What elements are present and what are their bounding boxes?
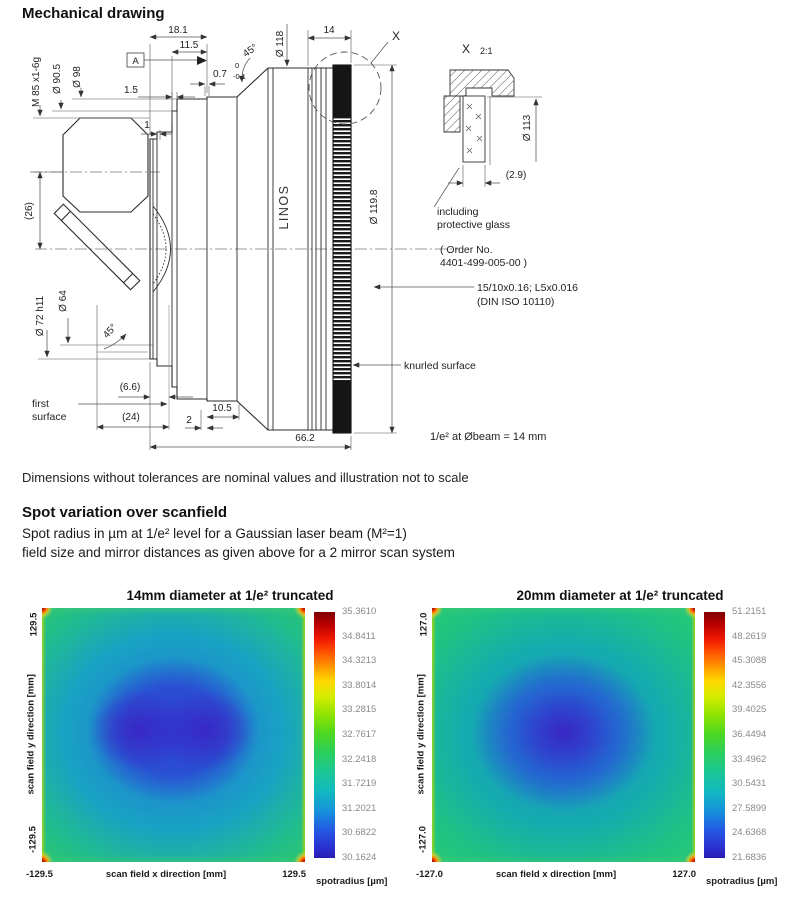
x-tick-max: 129.5 [282,869,306,880]
surface-spec-line2: (DIN ISO 10110) [477,296,555,308]
dim-18-1: 18.1 [168,25,188,36]
x-tick-min: -127.0 [416,869,443,880]
cbar-tick: 24.6368 [732,827,767,839]
cbar-tick: 34.8411 [342,630,376,642]
heatmap-20mm [432,608,695,862]
detail-view [434,42,542,269]
figure-14mm-yaxis [20,608,42,862]
heatmap-20mm-corners [432,608,695,862]
dim-2-9: (2.9) [505,170,527,181]
cbar-tick: 42.3556 [732,679,767,691]
glass-note-line1: including [437,206,479,218]
dim-72: Ø 72 h11 [35,295,46,337]
brand-label: LINOS [277,184,291,230]
first-lens-surface [153,206,171,430]
y-axis-label: scan field y direction [mm] [25,674,37,795]
figure-20mm [410,588,782,898]
cbar-tick: 30.6822 [342,827,377,839]
cbar-tick: 27.5899 [732,802,767,814]
x-axis-label: scan field x direction [mm] [105,869,227,880]
beam-note: 1/e² at Øbeam = 14 mm [430,431,547,443]
detail-title-scale: 2:1 [480,46,493,56]
detail-title-x: X [462,42,471,56]
colorbar-20mm-ticks [732,607,766,863]
cbar-tick: 36.4494 [732,728,767,740]
figure-20mm-yaxis [410,608,432,862]
dim-6-6: (6.6) [119,382,141,393]
angle-45-bottom: 45° [101,322,120,341]
dimensions [33,24,474,450]
tolerance-note: Dimensions without tolerances are nominal values and illustration not to scale [22,470,469,485]
cbar-tick: 21.6836 [732,851,767,863]
knurled-ring [333,65,351,433]
cbar-tick: 30.1624 [342,851,377,863]
knurled-surface-label: knurled surface [404,360,476,372]
dim-2: 2 [186,415,192,426]
x-tick-min: -129.5 [26,869,53,880]
cbar-tick: 45.3088 [732,655,767,667]
centerlines [30,172,460,249]
dim-0-7-tol-top: 0 [235,61,240,70]
cbar-tick: 35.3610 [342,606,377,617]
dim-24: (24) [122,412,140,423]
dim-10-5: 10.5 [212,403,232,414]
section-title-spot-variation: Spot variation over scanfield [22,504,228,521]
colorbar-14mm-ticks [342,607,376,863]
dim-113: Ø 113 [522,114,533,142]
cbar-tick: 34.3213 [342,655,377,667]
dim-thread: M 85 x1-6g [31,56,42,108]
y-tick-min: -129.5 [27,826,39,853]
spot-description-line2: field size and mirror distances as given above for a 2 mirror scan system [22,545,455,560]
heatmap-14mm [42,608,305,862]
cbar-tick: 33.8014 [342,679,377,691]
figure-14mm-title: 14mm diameter at 1/e² truncated [126,588,334,603]
dim-14: 14 [323,25,335,36]
dim-64: Ø 64 [58,290,69,312]
cbar-tick: 32.7617 [342,728,377,740]
angle-45-top: 45° [241,42,260,60]
order-no-line2: 4401-499-005-00 ) [440,257,527,269]
protective-glass [463,96,485,162]
spot-description-line1: Spot radius in µm at 1/e² level for a Gaussian laser beam (M²=1) [22,526,407,541]
x-axis-label: scan field x direction [mm] [495,869,617,880]
cbar-tick: 39.4025 [732,704,767,716]
dim-66-2: 66.2 [295,433,315,444]
glass-note-line2: protective glass [437,219,510,231]
first-surface-line2: surface [32,411,67,423]
y-tick-min: -127.0 [417,826,429,853]
detail-mark-x: X [392,29,401,43]
dim-119-8: Ø 119.8 [369,189,380,225]
order-no-line1: ( Order No. [440,244,493,256]
dim-0-7-tol-bot: -0.1 [233,72,246,81]
dim-0-7: 0.7 [213,69,227,80]
cbar-tick: 33.4962 [732,753,767,765]
fold-mirror [54,204,140,290]
y-axis-label: scan field y direction [mm] [415,674,427,795]
dim-1-5: 1.5 [124,85,138,96]
datum-a: A [132,56,139,67]
scanner-octagon [63,118,148,212]
cbar-tick: 51.2151 [732,606,767,617]
dim-26: (26) [24,202,35,220]
dim-98: Ø 98 [72,66,83,88]
y-tick-max: 129.5 [28,612,40,637]
cbar-tick: 31.2021 [342,802,377,814]
heatmap-14mm-corners [42,608,305,862]
colorbar-20mm [704,612,725,858]
cbar-tick: 32.2418 [342,753,377,765]
first-surface-line1: first [32,398,49,410]
dim-90-5: Ø 90.5 [52,63,63,95]
surface-spec-line1: 15/10x0.16; L5x0.016 [477,282,579,294]
cbar-tick: 33.2815 [342,704,377,716]
cbar-tick: 30.5431 [732,778,767,790]
figure-14mm [20,588,392,898]
colorbar-14mm-label: spotradius [µm] [316,876,388,887]
figure-20mm-title: 20mm diameter at 1/e² truncated [516,588,724,603]
dim-1: 1 [144,120,150,131]
y-tick-max: 127.0 [418,612,430,637]
page-title: Mechanical drawing [22,5,165,22]
x-tick-max: 127.0 [672,869,696,880]
cbar-tick: 48.2619 [732,630,767,642]
colorbar-20mm-label: spotradius [µm] [706,876,778,887]
cbar-tick: 31.7219 [342,778,377,790]
dim-118: Ø 118 [275,30,286,58]
colorbar-14mm [314,612,335,858]
dim-11-5: 11.5 [179,40,199,51]
annotations [404,282,578,443]
